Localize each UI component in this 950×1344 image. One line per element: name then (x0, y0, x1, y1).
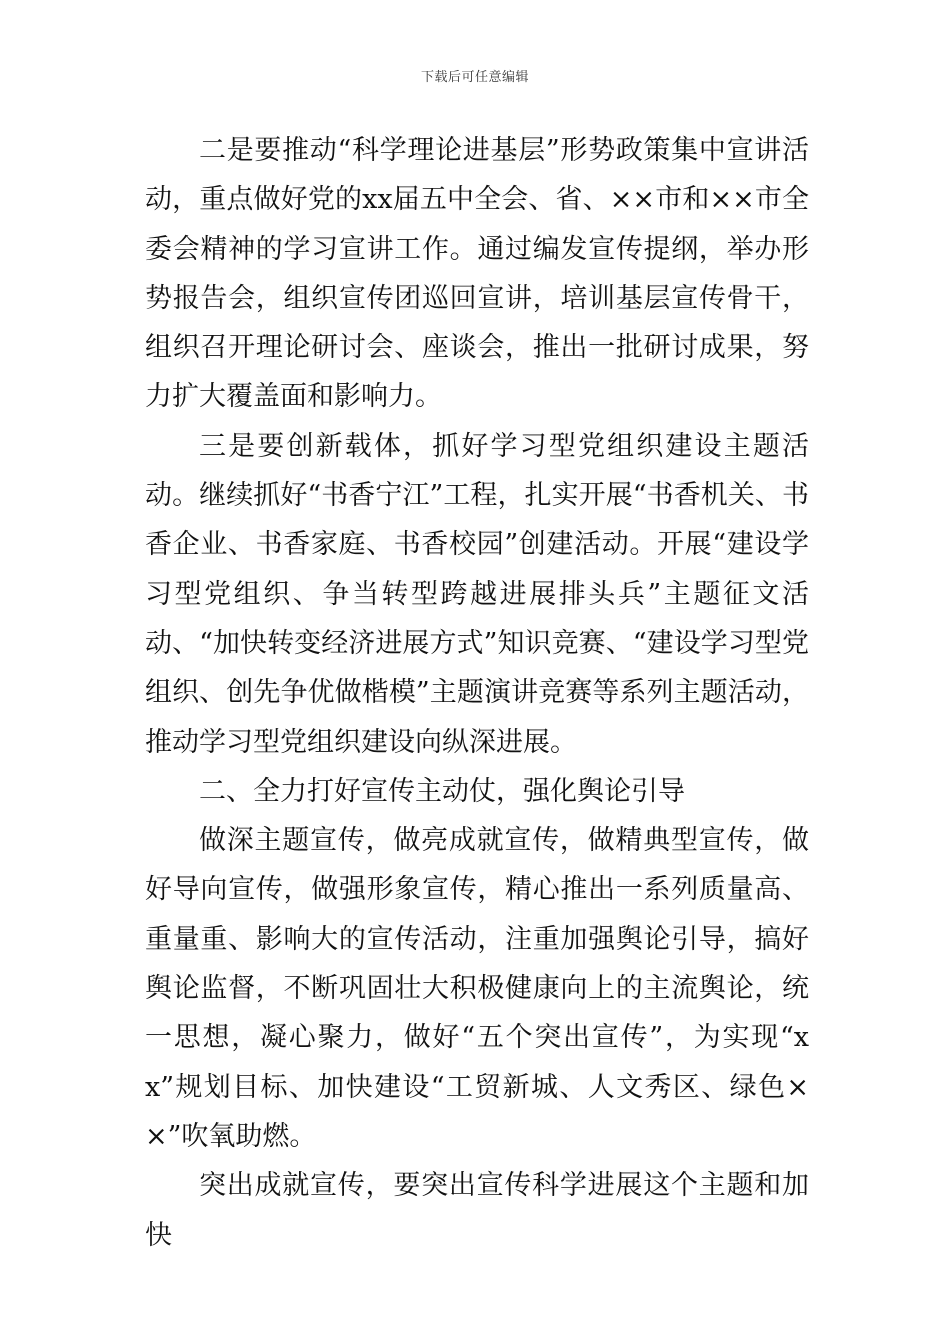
header-note: 下载后可任意编辑 (420, 70, 529, 85)
paragraph: 三是要创新载体，抓好学习型党组织建设主题活动。继续抓好“书香宁江”工程，扎实开展“书香机关、书香企业、书香家庭、书香校园”创建活动。开展“建设学习型党组织、争当转型跨越进展排头兵”主题征文活动、“加快转变经济进展方式”知识竞赛、“建设学习型党组织、创先争优做楷模”主题演讲竞赛等系列主题活动，推动学习型党组织建设向纵深进展。 (145, 430, 809, 758)
document-body (145, 126, 809, 1260)
section-heading: 二、全力打好宣传主动仗，强化舆论引导 (199, 775, 685, 807)
paragraph: 突出成就宣传，要突出宣传科学进展这个主题和加快 (145, 1170, 809, 1251)
paragraph: 做深主题宣传，做亮成就宣传，做精典型宣传，做好导向宣传，做强形象宣传，精心推出一系列质量高、重量重、影响大的宣传活动，注重加强舆论引导，搞好舆论监督，不断巩固壮大积极健康向上的主流舆论，统一思想，凝心聚力，做好“五个突出宣传”，为实现“xx”规划目标、加快建设“工贸新城、人文秀区、绿色××”吹氧助燃。 (145, 825, 809, 1152)
paragraph: 二是要推动“科学理论进基层”形势政策集中宣讲活动，重点做好党的xx届五中全会、省、××市和××市全委会精神的学习宣讲工作。通过编发宣传提纲，举办形势报告会，组织宣传团巡回宣讲，培训基层宣传骨干，组织召开理论研讨会、座谈会，推出一批研讨成果，努力扩大覆盖面和影响力。 (145, 135, 809, 413)
